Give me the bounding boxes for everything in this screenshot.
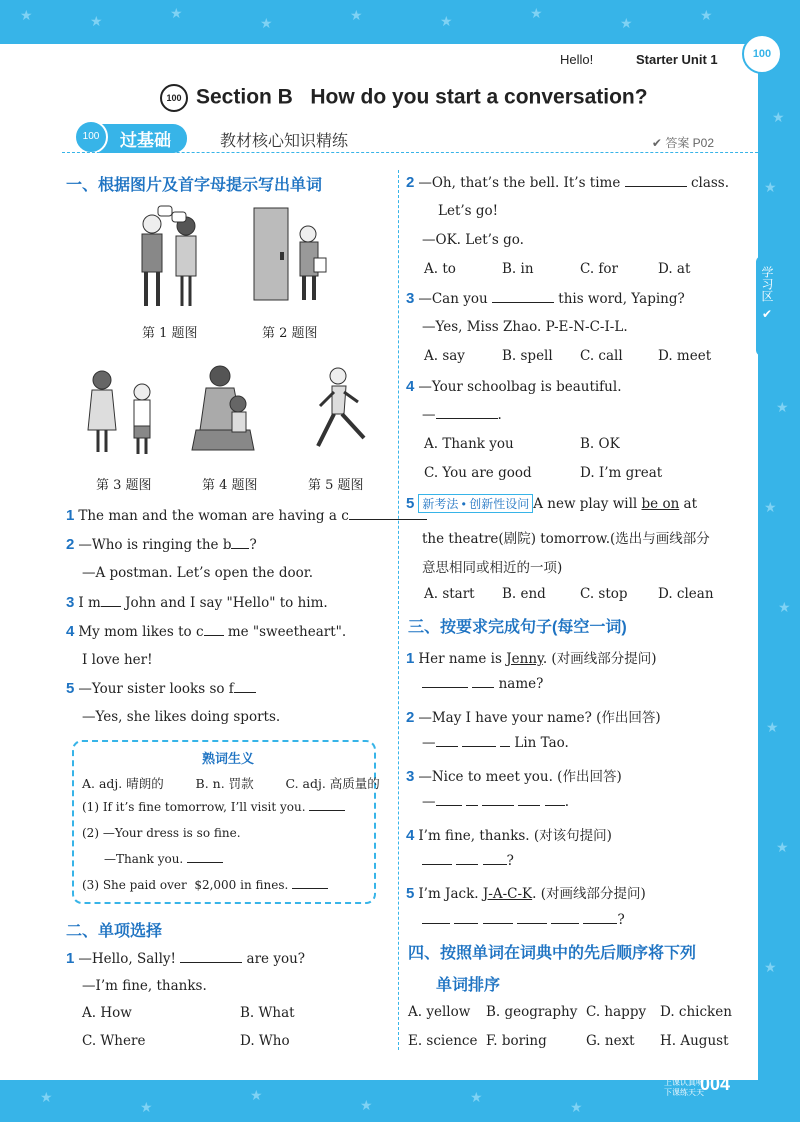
question-1-1: 1 The man and the woman are having a c (66, 507, 427, 524)
option[interactable]: B. end (502, 586, 546, 602)
option[interactable]: A. start (424, 586, 475, 602)
answer-line: ? (422, 912, 625, 928)
option[interactable]: C. stop (580, 586, 628, 602)
section-banner (62, 124, 758, 152)
answer-line: name? (422, 676, 543, 692)
word-item: F. boring (486, 1033, 547, 1049)
banner-tag: 过基础 (92, 124, 187, 153)
question-text: —Yes, Miss Zhao. P-E-N-C-I-L. (422, 319, 628, 335)
question-1-4: 4 My mom likes to c me "sweetheart". (66, 623, 347, 640)
option[interactable]: D. at (658, 261, 691, 277)
option[interactable]: A. say (424, 348, 465, 364)
option[interactable]: B. OK (580, 436, 620, 452)
page-number: 004 (700, 1074, 731, 1094)
answer-line: —Yes, she likes doing sports. (82, 709, 281, 725)
vocab-sentence: (1) If it’s fine tomorrow, I’ll visit you. (82, 800, 345, 814)
word-item: B. geography (486, 1004, 578, 1020)
answer-line: — Lin Tao. (422, 735, 569, 751)
question-2-3: 3 —Can you this word, Yaping? (406, 290, 685, 307)
section-badge-icon: 100 (160, 84, 188, 112)
question-2-1: 1 —Hello, Sally! are you? (66, 950, 306, 967)
question-3-2: 2 —May I have your name? (作出回答) (406, 709, 661, 726)
question-text: Let’s go! (438, 203, 499, 219)
column-divider (398, 170, 399, 1050)
option[interactable]: C. Where (82, 1033, 146, 1049)
side-tab[interactable]: 学习区 ✔ (756, 256, 778, 356)
question-text: — . (422, 407, 502, 423)
header-hello: Hello! (560, 52, 594, 67)
word-item: E. science (408, 1033, 478, 1049)
answer-blank[interactable] (436, 418, 498, 419)
answer-blank[interactable] (204, 635, 224, 636)
part4-title: 单词排序 (436, 977, 501, 994)
question-2-5: 5 新考法 • 创新性设问 A new play will be on at (406, 495, 698, 512)
answer-line: —A postman. Let’s open the door. (82, 565, 313, 581)
question-1-3: 3 I m John and I say "Hello" to him. (66, 594, 328, 611)
picture-caption: 第 4 题图 (202, 478, 258, 493)
check-icon: ✔ (651, 136, 666, 150)
banner-subtitle: 教材核心知识精练 (220, 133, 349, 150)
option[interactable]: A. How (82, 1005, 132, 1021)
page-footer: 上课认真听 下课练天天 004 (664, 1074, 731, 1097)
vocab-sentence: —Thank you. (104, 852, 223, 866)
picture-caption: 第 5 题图 (308, 478, 364, 493)
answer-blank[interactable] (349, 519, 427, 520)
answer-blank[interactable] (231, 548, 249, 549)
question-3-3: 3 —Nice to meet you. (作出回答) (406, 768, 622, 785)
new-exam-tag: 新考法 • 创新性设问 (418, 494, 533, 513)
answer-line: — . (422, 794, 569, 810)
option[interactable]: D. Who (240, 1033, 290, 1049)
illustration-mother-hugging-child (190, 360, 270, 460)
illustration-man-woman-talking (130, 202, 210, 312)
answer-line: ? (422, 853, 514, 869)
part2-title: 二、单项选择 (66, 923, 163, 940)
part1-title: 一、根据图片及首字母提示写出单词 (66, 177, 323, 194)
word-item: D. chicken (660, 1004, 732, 1020)
option[interactable]: B. spell (502, 348, 553, 364)
option[interactable]: B. What (240, 1005, 295, 1021)
vocab-sentence: (3) She paid over $2,000 in fines. (82, 878, 328, 892)
question-2-2: 2 —Oh, that’s the bell. It’s time class. (406, 174, 730, 191)
vocab-options: A. adj. 晴朗的 B. n. 罚款 C. adj. 高质量的 (82, 776, 380, 791)
word-item: G. next (586, 1033, 635, 1049)
illustration-girl-running (304, 362, 374, 462)
answer-blank[interactable] (234, 692, 256, 693)
header-unit: Starter Unit 1 (636, 52, 718, 67)
vocab-box-title: 熟词生义 (202, 751, 255, 766)
word-item: H. August (660, 1033, 729, 1049)
word-item: A. yellow (408, 1004, 471, 1020)
question-1-2: 2 —Who is ringing the b ? (66, 536, 257, 553)
question-text: the theatre(剧院) tomorrow.(选出与画线部分 (422, 531, 710, 547)
question-3-4: 4 I’m fine, thanks. (对该句提问) (406, 827, 612, 844)
brand-logo: 100 (742, 34, 782, 74)
option[interactable]: D. meet (658, 348, 712, 364)
question-3-5: 5 I’m Jack. J-A-C-K. (对画线部分提问) (406, 885, 646, 902)
answer-blank[interactable] (309, 810, 345, 811)
answer-blank[interactable] (625, 186, 687, 187)
question-3-1: 1 Her name is Jenny. (对画线部分提问) (406, 650, 657, 667)
answer-line: I love her! (82, 652, 153, 668)
vocab-sentence: (2) —Your dress is so fine. (82, 826, 241, 840)
option[interactable]: C. for (580, 261, 619, 277)
section-title-text: Section B How do you start a conversation? (196, 85, 648, 109)
banner-divider (62, 152, 758, 153)
option[interactable]: C. call (580, 348, 623, 364)
question-1-5: 5 —Your sister looks so f (66, 680, 256, 697)
option[interactable]: A. Thank you (424, 436, 514, 452)
part4-title: 四、按照单词在词典中的先后顺序将下列 (408, 945, 697, 962)
answer-blank[interactable] (492, 302, 554, 303)
word-item: C. happy (586, 1004, 647, 1020)
question-text: —OK. Let’s go. (422, 232, 524, 248)
answer-reference: ✔ 答案 P02 (651, 136, 714, 150)
picture-caption: 第 1 题图 (142, 326, 198, 341)
answer-blank[interactable] (292, 888, 328, 889)
illustration-girl-boy-greeting (84, 364, 164, 460)
answer-blank[interactable] (187, 862, 223, 863)
illustration-postman-at-door (250, 206, 330, 306)
question-text: 意思相同或相近的一项) (422, 560, 563, 576)
option[interactable]: D. clean (658, 586, 714, 602)
option[interactable]: B. in (502, 261, 534, 277)
option[interactable]: A. to (424, 261, 456, 277)
part3-title: 三、按要求完成句子(每空一词) (408, 619, 627, 636)
answer-line: —I’m fine, thanks. (82, 978, 207, 994)
option[interactable]: D. I’m great (580, 465, 663, 481)
question-2-4: 4 —Your schoolbag is beautiful. (406, 378, 622, 395)
answer-blank[interactable] (101, 606, 121, 607)
answer-blank[interactable] (180, 962, 242, 963)
picture-caption: 第 3 题图 (96, 478, 152, 493)
mascot-icon: 100 (74, 120, 108, 154)
picture-caption: 第 2 题图 (262, 326, 318, 341)
check-icon: ✔ (761, 307, 773, 321)
option[interactable]: C. You are good (424, 465, 532, 481)
section-title (160, 84, 648, 112)
